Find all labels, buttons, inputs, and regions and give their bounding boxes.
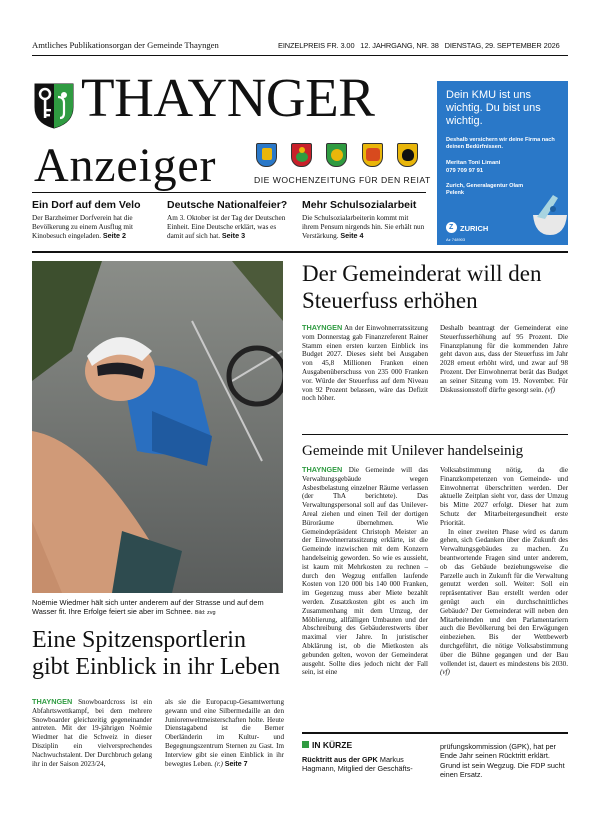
teaser-bottom-rule bbox=[32, 251, 568, 253]
zurich-logo-icon: Z bbox=[446, 222, 457, 233]
ad-contact-name: Meritan Toni Limani bbox=[446, 160, 501, 166]
crest-orange-icon bbox=[362, 143, 383, 167]
photo-caption: Noëmie Wiedmer hält sich unter anderem auf der Strasse und auf dem Wasser fit. Ihre Erfolge feiert sie aber im Schnee. bbox=[32, 598, 264, 616]
teaser-text: Die Schulsozialarbeiterin kommt mit ihrem Pensum nirgends hin. Sie erhält nun Verstärkung. bbox=[302, 214, 425, 240]
teaser-nationalfeier[interactable] bbox=[167, 199, 290, 241]
story3-text-2b: In einer zweiten Phase wird es darum gehen, sich Gedanken über die Zukunft des Verwaltungsgebäudes zu machen. Zu beantwortende Fragen sind unter anderem, ob das Gebäude beziehungsweise die Parzelle auch in Zukunft für die Verwaltung genutzt werden soll. Weiter: Soll ein repräsentativer Bau erstellt werden oder genügt auch ein durchschnittliches Gebäude? Der Gemeinderat will neben den Mitarbeitenden und den Parlamentariern auch die Bevölkerung bei den Erwägungen einbeziehen. Bis der Wettbewerb durchgeführt, die nötige Volksabstimmung über die Bühne gegangen und der Bau vollendet ist, dauert es mindestens bis 2030. bbox=[440, 527, 568, 668]
story-tag: THAYNGEN bbox=[32, 697, 73, 706]
teaser-page-ref[interactable]: Seite 2 bbox=[102, 230, 127, 240]
teaser-top-rule bbox=[32, 192, 426, 193]
thayngen-crest-icon bbox=[34, 83, 74, 129]
kurz-label: IN KÜRZE bbox=[312, 740, 353, 750]
kurz-item-text-1: Markus Hagmann, Mitglied der Geschäfts- bbox=[302, 755, 413, 774]
ad-agency: Zurich, Generalagentur Olam Pelenk bbox=[446, 183, 524, 196]
ad-headline: Dein KMU ist uns wichtig. Du bist uns wichtig. bbox=[446, 89, 541, 127]
crest-red-icon bbox=[291, 143, 312, 167]
ad-ref: Az 748903 bbox=[446, 237, 466, 242]
story3-col1 bbox=[302, 466, 428, 677]
story3-headline[interactable]: Gemeinde mit Unilever handelseinig bbox=[302, 443, 524, 459]
masthead-subtitle: DIE WOCHENZEITUNG FÜR DEN REIAT bbox=[254, 175, 431, 185]
story2-headline[interactable]: Der Gemeinderat will den Steuerfuss erhöhen bbox=[302, 261, 542, 313]
kurz-col2 bbox=[440, 742, 568, 780]
athlete-photo bbox=[32, 261, 283, 593]
kurz-item-title: Rücktritt aus der GPK bbox=[302, 755, 378, 764]
kurz-square-icon bbox=[302, 741, 309, 748]
teaser-velo[interactable] bbox=[32, 199, 155, 241]
issue-line: EINZELPREIS FR. 3.00 12. JAHRGANG, NR. 38 DIENSTAG, 29. SEPTEMBER 2026 bbox=[278, 41, 560, 50]
masthead-title-2: Anzeiger bbox=[34, 139, 217, 192]
teaser-headline: Ein Dorf auf dem Velo bbox=[32, 199, 141, 211]
photo-credit: Bild: zvg bbox=[194, 610, 216, 616]
teaser-text: Der Barzheimer Dorfverein hat die Bevölkerung zu einem Ausflug mit Kinobesuch eingeladen. bbox=[32, 214, 134, 240]
story2-signature: (vf) bbox=[545, 385, 556, 394]
zurich-ad[interactable] bbox=[437, 81, 568, 245]
story1-page-ref[interactable]: Seite 7 bbox=[224, 759, 248, 768]
story-tag: THAYNGEN bbox=[302, 465, 343, 474]
story2-text-2: Deshalb beantragt der Gemeinderat eine Steuerfusserhöhung auf 95 Prozent. Die Finanzplanung für die kommenden Jahre geht davon aus, dass der Steuerfuss im Jahr 2028 erneut erhöht wird, und zwar auf 98 Prozent. Der Einwohnerrat berät das Budget an seiner Sitzung vom 19. November. Für Diskussionsstoff dürfte gesorgt sein. bbox=[440, 324, 568, 394]
ad-body: Deshalb versichern wir deine Firma nach deinen Bedürfnissen. bbox=[446, 137, 555, 150]
story1-signature: (r.) bbox=[214, 759, 223, 768]
masthead-title-1: THAYNGER bbox=[81, 67, 375, 128]
crest-blue-icon bbox=[256, 143, 277, 167]
story1-text-2: als sie die Europacup-Gesamtwertung gewann und eine Silbermedaille an den Juniorenweltmeisterschaften holte. Heute Dienstagabend ist die Berner Oberländerin im Kultur- und Begegnungszentrum Sternen zu Gast. Im Interview gibt sie einen Einblick in ihr bewegtes Leben. bbox=[165, 698, 284, 768]
crest-green-icon bbox=[326, 143, 347, 167]
story3-text-2a: Volksabstimmung nötig, da die Finanzkompetenzen von Gemeinde- und Einwohnerrat überschritten werden. Der aktuelle Zeitplan sieht vor, dass der Umzug bis Mitte 2027 erfolgt. Dieser hat zum Schutz der Mitarbeitergesundheit erste Priorität. bbox=[440, 466, 568, 527]
teaser-text: Am 3. Oktober ist der Tag der Deutschen Einheit. Eine Deutsche erklärt, was es damit auf sich hat. bbox=[167, 214, 286, 240]
story-tag: THAYNGEN bbox=[302, 323, 343, 332]
story1-col1 bbox=[32, 698, 152, 768]
masthead-top-rule bbox=[32, 55, 568, 56]
teaser-page-ref[interactable]: Seite 3 bbox=[221, 230, 246, 240]
story2-text-1: An der Einwohnerratssitzung vom Donnerstag gab Finanzreferent Rainer Stamm einen ersten kurzen Einblick ins Budget 2027. Dieses sieht bei Ausgaben von 45,8 Millionen Franken einen Ausgabenüberschuss von 235 000 Franken vor. Würde der Steuerfuss auf dem Niveau von 92 Prozent belassen, wäre das Defizit noch höher. bbox=[302, 324, 428, 403]
publisher-line: Amtliches Publikationsorgan der Gemeinde Thayngen bbox=[32, 40, 219, 50]
story3-col2 bbox=[440, 466, 568, 677]
story2-col1 bbox=[302, 324, 428, 403]
crest-yellow-icon bbox=[397, 143, 418, 167]
pestle-illustration-icon bbox=[529, 189, 568, 239]
story2-bottom-rule bbox=[302, 434, 568, 435]
story3-text-1: Die Gemeinde will das Verwaltungsgebäude wegen Asbestbelastung einzelner Räume verlassen (der ThA berichtete). Das Verwaltungspersonal soll auf das Unilever-Areal ziehen und einen Teil der dortigen Büroräume übernehmen. Wie Gemeindepräsident Christoph Meister an der Einwohnerratssitzung erklärte, ist die Gemeinde inzwischen mit dem Konzern handelseinig geworden. So wie es aussieht, ist kaum mit Mehrkosten zu rechnen – durch den Wegzug entfallen laufende Kosten von 120 000 bis 140 000 Franken, im Gegenzug muss aber Miete bezahlt werden. Zusatzkosten gibt es auch im Zusammenhang mit dem Umzug, der Möblierung, allfälligen Umbauten und der Abschreibung des Gebäuderestwerts über maximal vier Jahre. In juristischer Abklärung ist, ob die Mietkosten als gebunden gelten, wovon der Gemeinderat ausgeht. Sollte dies jedoch nicht der Fall sein, ist eine bbox=[302, 466, 428, 677]
ad-brand: ZURICH bbox=[460, 224, 489, 233]
story3-signature: (vf) bbox=[440, 668, 450, 677]
teaser-headline: Deutsche Nationalfeier? bbox=[167, 199, 288, 211]
story1-col2 bbox=[165, 698, 284, 768]
teaser-headline: Mehr Schulsozialarbeit bbox=[302, 199, 417, 211]
story1-text-1: Snowboardcross ist ein Abfahrtswettkampf, bei dem mehrere Snowboarder gleichzeitig gegeneinander antreten. Mit der 19-jährigen Noëmie Wiedmer hat die Schweiz in dieser Disziplin ein vielversprechendes Nachwuchstalent. Der Durchbruch gelang ihr in der Saison 2023/24, bbox=[32, 698, 153, 768]
teaser-schulsozialarbeit[interactable] bbox=[302, 199, 426, 241]
kurz-col1 bbox=[302, 755, 428, 774]
story2-col2 bbox=[440, 324, 568, 394]
ad-contact-phone: 079 709 97 91 bbox=[446, 168, 484, 174]
kurz-top-rule bbox=[302, 732, 568, 734]
teaser-page-ref[interactable]: Seite 4 bbox=[340, 230, 364, 240]
kurz-item-text-2: prüfungskommission (GPK), hat per Ende Jahr seinen Rücktritt erklärt. Grund ist sein Wegzug. Die FDP sucht einen Ersatz. bbox=[440, 742, 565, 780]
story1-headline[interactable]: Eine Spitzensportlerin gibt Einblick in ihr Leben bbox=[32, 627, 280, 680]
